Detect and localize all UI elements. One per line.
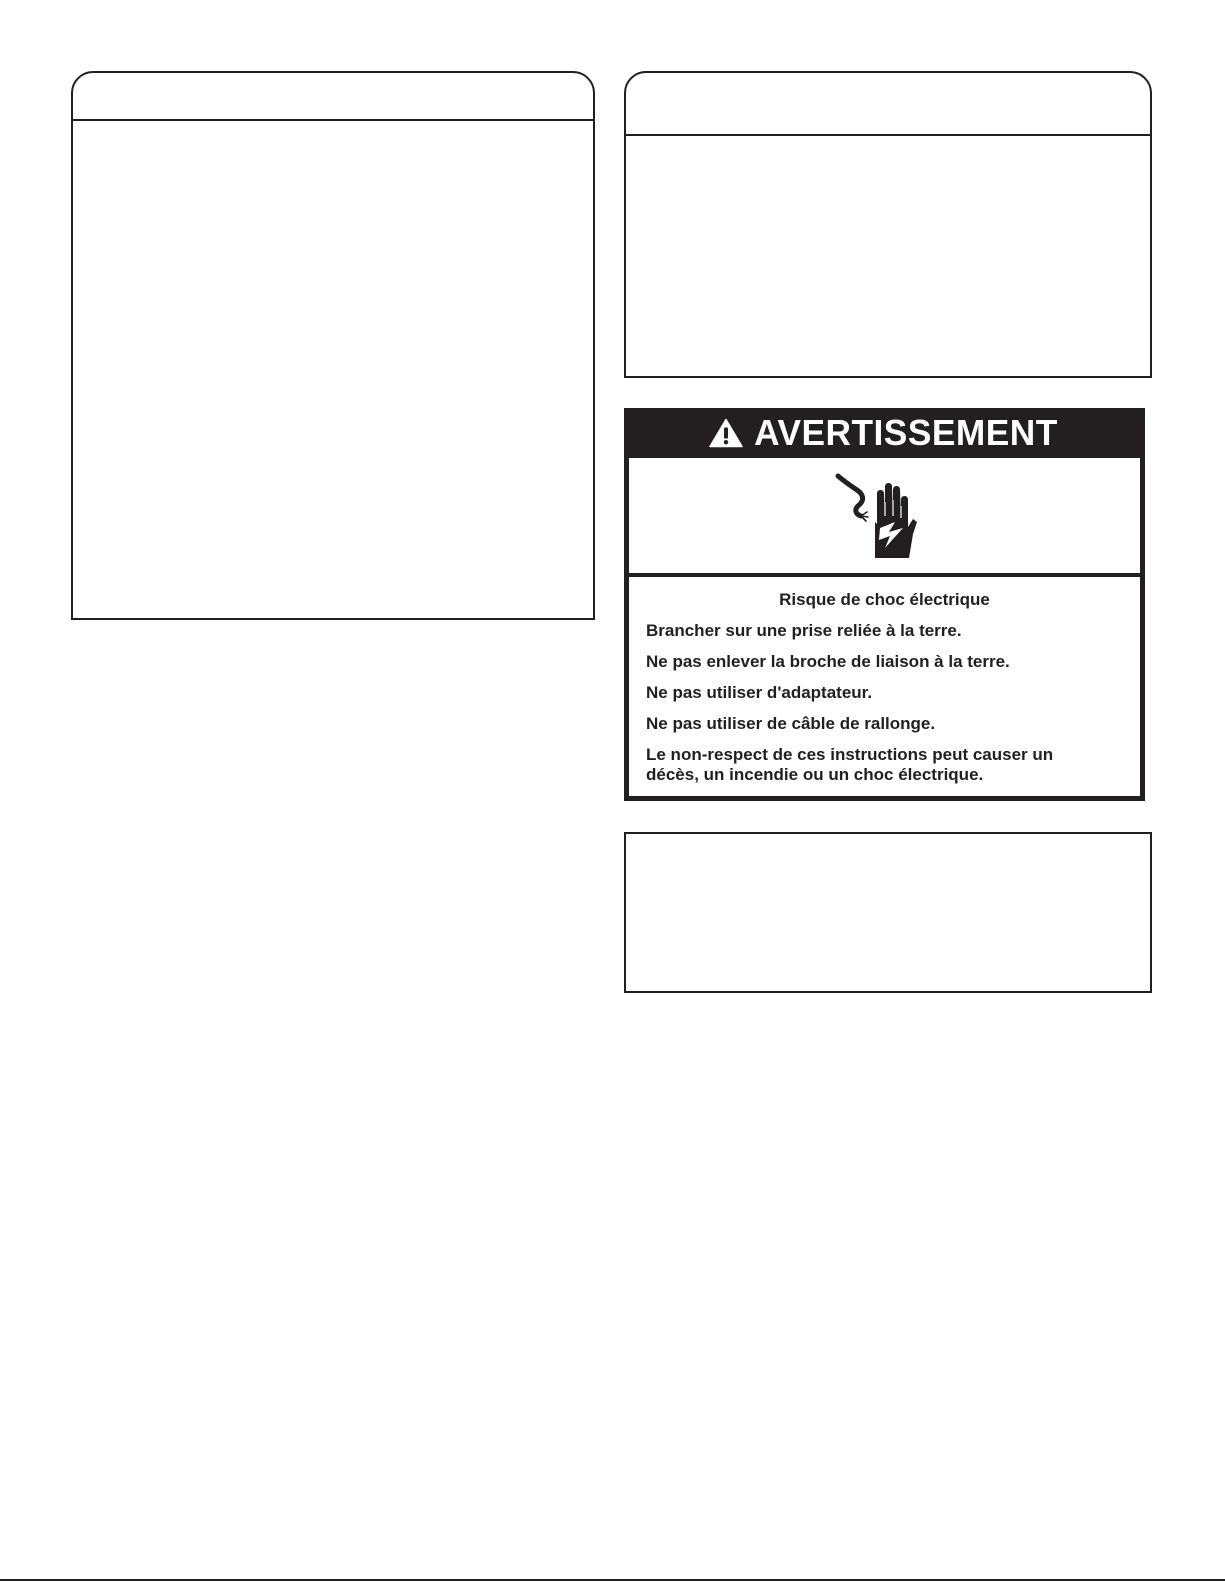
signal-word: AVERTISSEMENT [753, 411, 1058, 453]
instruction-no-extension-cord: Ne pas utiliser de câble de rallonge. [646, 714, 936, 733]
left-info-panel [71, 71, 595, 620]
instruction-grounded-outlet: Brancher sur une prise reliée à la terre. [646, 621, 962, 640]
right-top-info-panel [624, 71, 1152, 378]
instruction-ground-prong: Ne pas enlever la broche de liaison à la terre. [646, 652, 1010, 671]
consequence-statement: Le non-respect de ces instructions peut causer un décès, un incendie ou un choc électrique. [646, 745, 1054, 784]
page-bottom-rule [0, 1579, 1225, 1581]
hazard-title: Risque de choc électrique [779, 590, 990, 609]
electric-shock-warning-box [624, 408, 1145, 801]
warning-message-area [629, 577, 1140, 796]
electric-shock-hand-icon [835, 472, 923, 564]
warning-header [624, 408, 1145, 457]
hazard-symbol-area [629, 458, 1140, 573]
warning-triangle-icon [709, 418, 743, 448]
left-panel-header [73, 73, 593, 121]
right-top-panel-header [626, 73, 1150, 136]
right-bottom-info-panel [624, 832, 1152, 993]
instruction-no-adapter: Ne pas utiliser d'adaptateur. [646, 683, 873, 702]
